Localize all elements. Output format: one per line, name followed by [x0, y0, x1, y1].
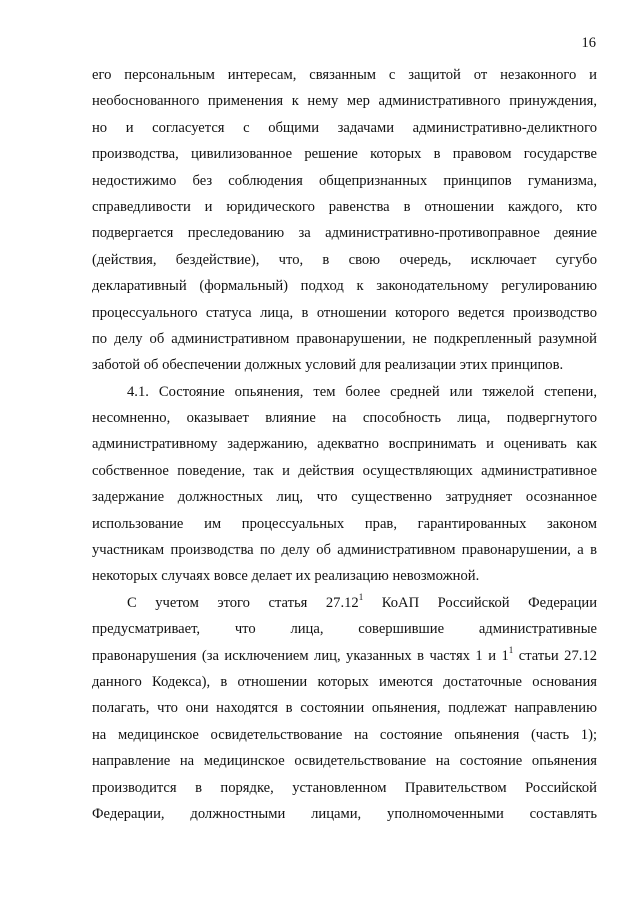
text-line: некоторых случаях вовсе делает их реализацию невозможной.: [92, 568, 480, 585]
text-line: участникам производства по делу об административном правонарушении, а в: [92, 542, 597, 559]
document-body: [92, 62, 597, 827]
text-line: данного Кодекса), в отношении которых имеются достаточные основания: [92, 673, 597, 690]
text-line: задержание должностных лиц, что существенно затрудняет осознанное: [92, 489, 597, 506]
text-line: правонарушения (за исключением лиц, указанных в частях 1 и $1^1$ статьи 27.12: [92, 644, 597, 664]
superscript: 1: [508, 644, 514, 655]
text-line: собственное поведение, так и действия осуществляющих административное: [92, 462, 597, 479]
text-line: использование им процессуальных прав, гарантированных законом: [92, 515, 597, 532]
text-line: справедливости и юридического равенства в отношении каждого, кто: [92, 198, 597, 215]
text-line: несомненно, оказывает влияние на способность лица, подвергнутого: [92, 410, 597, 427]
text-line: процессуального статуса лица, в отношении которого ведется производство: [92, 304, 597, 321]
text-line: недостижимо без соблюдения общепризнанных принципов гуманизма,: [92, 172, 597, 189]
text-line: на медицинское освидетельствование на состояние опьянения (часть 1);: [92, 726, 597, 743]
text-line: заботой об обеспечении должных условий для реализации этих принципов.: [92, 357, 564, 374]
text-line: его персональным интересам, связанным с защитой от незаконного и: [92, 67, 597, 83]
paragraph-3-rest: [92, 669, 597, 827]
text-line: С учетом этого статья 27.12$^1$ КоАП Российской Федерации: [127, 591, 598, 611]
text-line: направление на медицинское освидетельствование на состояние опьянения: [92, 753, 597, 770]
text-line: предусматривает, что лица, совершившие административные: [92, 621, 597, 638]
text-line: необоснованного применения к нему мер административного принуждения,: [92, 93, 597, 110]
text-line: производится в порядке, установленном Правительством Российской: [92, 779, 597, 796]
text-line: Федерации, должностными лицами, уполномоченными составлять: [92, 805, 597, 822]
text-line: производства, цивилизованное решение которых в правовом государстве: [92, 146, 597, 163]
page-number: 16: [581, 35, 596, 51]
text-line: подвергается преследованию за административно-противоправное деяние: [92, 225, 597, 242]
text-line: декларативный (формальный) подход к законодательному регулированию: [92, 278, 597, 295]
paragraph-1: [92, 62, 597, 379]
paragraph-2: [92, 379, 597, 590]
paragraph-3: [92, 590, 597, 828]
text-line: административному задержанию, адекватно воспринимать и оценивать как: [92, 436, 597, 453]
text-line: полагать, что они находятся в состоянии опьянения, подлежат направлению: [92, 700, 597, 717]
text-line: (действия, бездействие), что, в свою очередь, исключает сугубо: [92, 251, 597, 268]
superscript: 1: [358, 591, 364, 602]
text-line: по делу об административном правонарушении, не подкрепленный разумной: [92, 330, 597, 347]
text-line: 4.1. Состояние опьянения, тем более средней или тяжелой степени,: [127, 383, 597, 400]
text-line: но и согласуется с общими задачами административно-деликтного: [92, 119, 597, 136]
